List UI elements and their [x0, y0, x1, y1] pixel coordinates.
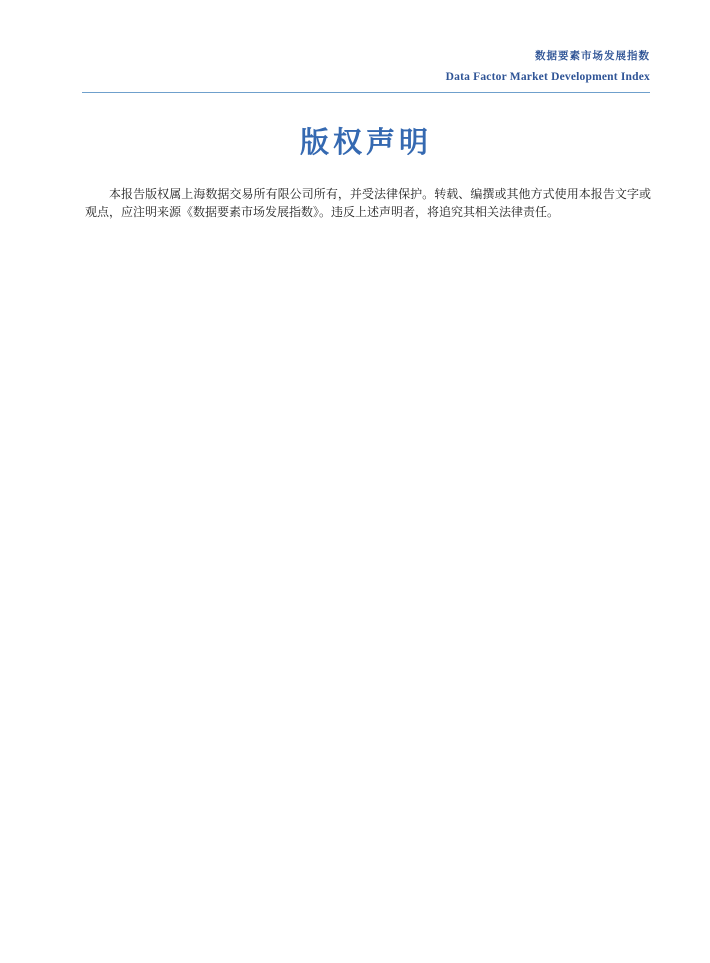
page-title: 版权声明 — [299, 127, 432, 159]
header-title-chinese: 数据要素市场发展指数 — [535, 51, 650, 62]
header-divider — [82, 92, 650, 93]
copyright-paragraph: 本报告版权属上海数据交易所有限公司所有，并受法律保护。转载、编撰或其他方式使用本报告文字或观点，应注明来源《数据要素市场发展指数》。违反上述声明者，将追究其相关法律责任。 — [85, 187, 651, 219]
header-title-english: Data Factor Market Development Index — [445, 71, 650, 83]
page-header — [82, 50, 650, 93]
